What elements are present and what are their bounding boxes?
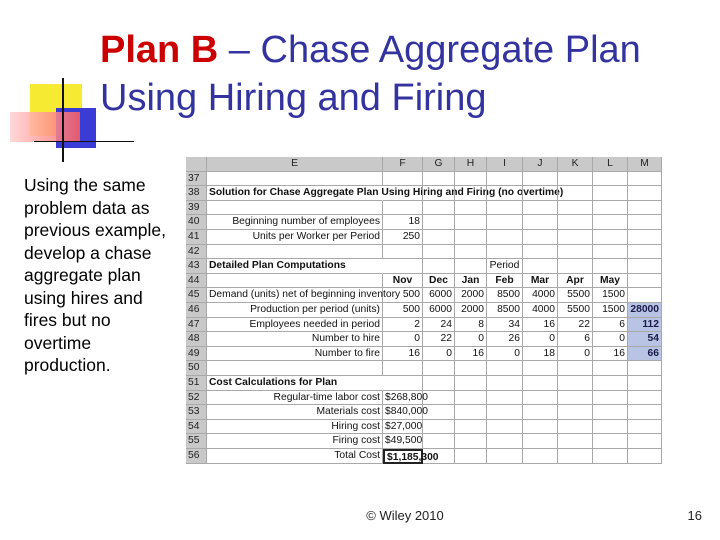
data-cell [455, 391, 487, 406]
data-cell [383, 245, 423, 260]
data-cell: 5500 [558, 288, 593, 303]
data-cell: 22 [558, 318, 593, 333]
data-cell [455, 201, 487, 216]
data-cell [558, 186, 593, 201]
data-cell: 0 [423, 347, 455, 362]
data-cell: 0 [558, 347, 593, 362]
data-cell: 8500 [487, 288, 523, 303]
data-cell [523, 186, 558, 201]
data-cell [487, 434, 523, 449]
data-cell [628, 376, 662, 391]
data-cell [455, 405, 487, 420]
data-cell [455, 230, 487, 245]
row-label: Firing cost [207, 434, 383, 449]
data-cell [383, 376, 423, 391]
title-rest: – Chase Aggregate Plan Using Hiring and Firing [100, 29, 641, 119]
data-cell: 2 [383, 318, 423, 333]
data-cell [558, 420, 593, 435]
data-cell [487, 376, 523, 391]
corner-cell [186, 157, 207, 172]
data-cell: 18 [523, 347, 558, 362]
data-cell [593, 259, 628, 274]
row-label: Units per Worker per Period [207, 230, 383, 245]
data-cell [523, 215, 558, 230]
data-cell [628, 288, 662, 303]
data-cell [383, 186, 423, 201]
data-cell [423, 420, 455, 435]
data-cell [558, 405, 593, 420]
row-number: 38 [186, 186, 207, 201]
data-cell: 250 [383, 230, 423, 245]
data-cell: 16 [383, 347, 423, 362]
data-cell: 1500 [593, 303, 628, 318]
data-cell [383, 361, 423, 376]
data-cell [423, 186, 455, 201]
data-cell [558, 172, 593, 187]
data-cell [558, 449, 593, 464]
data-cell [487, 230, 523, 245]
data-cell: $840,000 [383, 405, 423, 420]
data-cell [628, 420, 662, 435]
column-header: L [593, 157, 628, 172]
data-cell: 112 [628, 318, 662, 333]
data-cell: Feb [487, 274, 523, 289]
row-label: Detailed Plan Computations [207, 259, 383, 274]
data-cell [628, 434, 662, 449]
row-number: 56 [186, 449, 207, 464]
row-number: 43 [186, 259, 207, 274]
row-number: 50 [186, 361, 207, 376]
row-number: 47 [186, 318, 207, 333]
data-cell: Period [487, 259, 523, 274]
data-cell [423, 230, 455, 245]
data-cell [423, 434, 455, 449]
data-cell [455, 259, 487, 274]
data-cell: 1500 [593, 288, 628, 303]
row-number: 41 [186, 230, 207, 245]
data-cell [593, 376, 628, 391]
row-number: 55 [186, 434, 207, 449]
data-cell [523, 420, 558, 435]
data-cell [628, 259, 662, 274]
data-cell: 8 [455, 318, 487, 333]
row-number: 37 [186, 172, 207, 187]
page-number: 16 [687, 508, 702, 523]
row-label [207, 361, 383, 376]
data-cell [455, 449, 487, 464]
data-cell [487, 186, 523, 201]
data-cell: 0 [383, 332, 423, 347]
data-cell [558, 434, 593, 449]
data-cell: Mar [523, 274, 558, 289]
decorative-horizontal-line [34, 141, 134, 142]
data-cell: Apr [558, 274, 593, 289]
data-cell: 0 [455, 332, 487, 347]
data-cell [455, 434, 487, 449]
data-cell: 500 [383, 303, 423, 318]
data-cell [558, 391, 593, 406]
row-label [207, 201, 383, 216]
data-cell [558, 201, 593, 216]
data-cell [487, 420, 523, 435]
data-cell [628, 186, 662, 201]
column-header: E [207, 157, 383, 172]
data-cell: 0 [487, 347, 523, 362]
data-cell [593, 230, 628, 245]
data-cell: Jan [455, 274, 487, 289]
data-cell [628, 230, 662, 245]
data-cell [558, 215, 593, 230]
data-cell [523, 259, 558, 274]
title-highlight: Plan B [100, 29, 219, 71]
data-cell [628, 391, 662, 406]
row-label [207, 172, 383, 187]
row-number: 39 [186, 201, 207, 216]
data-cell [487, 449, 523, 464]
data-cell: 4000 [523, 288, 558, 303]
row-number: 42 [186, 245, 207, 260]
row-label [207, 274, 383, 289]
row-label: Demand (units) net of beginning inventory [207, 288, 383, 303]
data-cell: 26 [487, 332, 523, 347]
data-cell [487, 245, 523, 260]
data-cell [523, 376, 558, 391]
data-cell [487, 391, 523, 406]
data-cell: 28000 [628, 303, 662, 318]
row-number: 54 [186, 420, 207, 435]
data-cell [523, 172, 558, 187]
data-cell [593, 449, 628, 464]
data-cell [628, 361, 662, 376]
data-cell [593, 361, 628, 376]
column-header: K [558, 157, 593, 172]
data-cell [628, 449, 662, 464]
data-cell [423, 259, 455, 274]
data-cell [455, 186, 487, 201]
data-cell [593, 245, 628, 260]
data-cell [423, 215, 455, 230]
data-cell: $49,500 [383, 434, 423, 449]
column-header: F [383, 157, 423, 172]
data-cell: $268,800 [383, 391, 423, 406]
data-cell [383, 172, 423, 187]
row-label: Materials cost [207, 405, 383, 420]
data-cell: 6000 [423, 303, 455, 318]
data-cell [523, 391, 558, 406]
column-header: I [487, 157, 523, 172]
data-cell [523, 434, 558, 449]
data-cell: May [593, 274, 628, 289]
spreadsheet-image [186, 157, 688, 477]
row-label: Number to hire [207, 332, 383, 347]
decorative-vertical-line [62, 78, 64, 162]
row-label: Regular-time labor cost [207, 391, 383, 406]
data-cell [455, 420, 487, 435]
decorative-red-bar [10, 112, 80, 142]
data-cell [423, 201, 455, 216]
slide-title [100, 26, 710, 122]
data-cell [593, 172, 628, 187]
data-cell [455, 361, 487, 376]
data-cell: 500 [383, 288, 423, 303]
data-cell [423, 449, 455, 464]
row-label: Production per period (units) [207, 303, 383, 318]
data-cell [455, 245, 487, 260]
data-cell: 34 [487, 318, 523, 333]
data-cell [558, 361, 593, 376]
data-cell: 24 [423, 318, 455, 333]
row-label: Number to fire [207, 347, 383, 362]
data-cell [455, 215, 487, 230]
column-header: H [455, 157, 487, 172]
data-cell [523, 230, 558, 245]
data-cell: 16 [455, 347, 487, 362]
row-number: 44 [186, 274, 207, 289]
data-cell [423, 172, 455, 187]
row-label: Employees needed in period [207, 318, 383, 333]
data-cell [423, 245, 455, 260]
data-cell [423, 361, 455, 376]
data-cell [487, 215, 523, 230]
data-cell [383, 259, 423, 274]
data-cell [558, 230, 593, 245]
footer-copyright: © Wiley 2010 [366, 508, 444, 523]
data-cell [558, 259, 593, 274]
data-cell: 54 [628, 332, 662, 347]
column-header: J [523, 157, 558, 172]
data-cell [455, 172, 487, 187]
data-cell [487, 361, 523, 376]
data-cell: 16 [593, 347, 628, 362]
row-label: Cost Calculations for Plan [207, 376, 383, 391]
data-cell [487, 172, 523, 187]
data-cell: 16 [523, 318, 558, 333]
data-cell [593, 405, 628, 420]
data-cell: 6000 [423, 288, 455, 303]
data-cell [487, 201, 523, 216]
data-cell: 6 [558, 332, 593, 347]
data-cell [523, 361, 558, 376]
column-header: M [628, 157, 662, 172]
data-cell [593, 434, 628, 449]
data-cell: 8500 [487, 303, 523, 318]
data-cell [523, 201, 558, 216]
row-number: 51 [186, 376, 207, 391]
data-cell [593, 420, 628, 435]
data-cell [558, 245, 593, 260]
data-cell [523, 245, 558, 260]
data-cell [593, 186, 628, 201]
data-cell [628, 274, 662, 289]
data-cell: 66 [628, 347, 662, 362]
data-cell: 4000 [523, 303, 558, 318]
data-cell [593, 391, 628, 406]
data-cell: 22 [423, 332, 455, 347]
data-cell [423, 376, 455, 391]
row-number: 45 [186, 288, 207, 303]
row-number: 48 [186, 332, 207, 347]
data-cell [558, 376, 593, 391]
data-cell: Nov [383, 274, 423, 289]
row-number: 52 [186, 391, 207, 406]
data-cell: 5500 [558, 303, 593, 318]
data-cell [523, 405, 558, 420]
data-cell: 18 [383, 215, 423, 230]
data-cell [487, 405, 523, 420]
data-cell: 2000 [455, 303, 487, 318]
data-cell [423, 391, 455, 406]
slide-body-text: Using the same problem data as previous example, develop a chase aggregate plan using hires and fires but no overtime production. [24, 175, 167, 375]
row-label [207, 245, 383, 260]
data-cell: 0 [523, 332, 558, 347]
row-number: 40 [186, 215, 207, 230]
data-cell [628, 172, 662, 187]
data-cell: $27,000 [383, 420, 423, 435]
data-cell [628, 405, 662, 420]
data-cell: $1,185,300 [383, 449, 423, 464]
data-cell: 0 [593, 332, 628, 347]
row-label: Hiring cost [207, 420, 383, 435]
data-cell: 6 [593, 318, 628, 333]
row-label: Total Cost [207, 449, 383, 464]
data-cell [523, 449, 558, 464]
column-header: G [423, 157, 455, 172]
data-cell [593, 215, 628, 230]
data-cell [593, 201, 628, 216]
data-cell: 2000 [455, 288, 487, 303]
data-cell [383, 201, 423, 216]
data-cell [628, 215, 662, 230]
row-number: 53 [186, 405, 207, 420]
data-cell [628, 201, 662, 216]
row-label: Beginning number of employees [207, 215, 383, 230]
data-cell [455, 376, 487, 391]
row-number: 49 [186, 347, 207, 362]
row-label: Solution for Chase Aggregate Plan Using Hiring and Firing (no overtime) [207, 186, 383, 201]
data-cell: Dec [423, 274, 455, 289]
data-cell [628, 245, 662, 260]
row-number: 46 [186, 303, 207, 318]
data-cell [423, 405, 455, 420]
